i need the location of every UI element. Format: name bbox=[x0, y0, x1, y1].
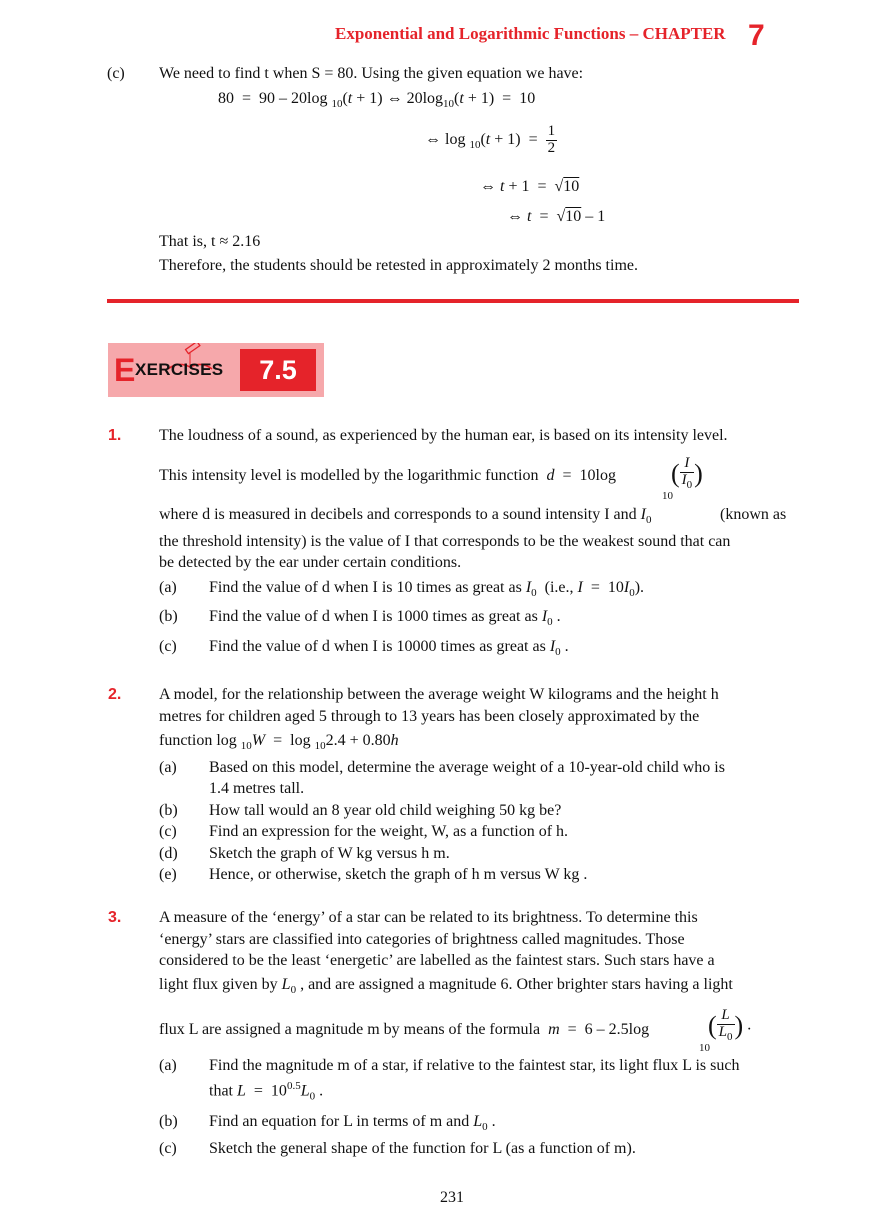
equation-line-2: ⇔ log $_{10}$(t + 1) = $\frac{1}{2}$ bbox=[425, 123, 556, 156]
q2-part-a-cont: 1.4 metres tall. bbox=[209, 780, 305, 797]
q2-part-c-label: (c) bbox=[159, 823, 177, 840]
q3-part-a: Find the magnitude m of a star, if relative to the faintest star, its light flux L is such bbox=[209, 1057, 740, 1074]
q1-part-c: Find the value of d when I is 10000 times as great as $I_0$ . bbox=[209, 638, 569, 659]
q1-part-a-text: Find the value of d when I is 10 times as great as bbox=[209, 579, 522, 596]
q1-line-3-end: (known as bbox=[720, 506, 787, 523]
running-header bbox=[335, 19, 775, 52]
solution-that-is: That is, t ≈ 2.16 bbox=[159, 233, 261, 250]
q2-part-d-label: (d) bbox=[159, 845, 178, 862]
q3-line-3: considered to be the least ‘energetic’ are labelled as the faintest stars. Such stars have a bbox=[159, 952, 715, 969]
q3-part-c-label: (c) bbox=[159, 1140, 177, 1157]
q2-part-a-label: (a) bbox=[159, 759, 177, 776]
q3-line-4: light flux given by $L_0$ , and are assigned a magnitude 6. Other brighter stars having a light bbox=[159, 976, 733, 997]
q3-part-a-cont-text: that bbox=[209, 1082, 233, 1100]
q1-line-5: be detected by the ear under certain conditions. bbox=[159, 554, 462, 571]
q2-line-1: A model, for the relationship between the average weight W kilograms and the height h bbox=[159, 686, 719, 703]
equation-line-4: ⇔ t = √10 – 1 bbox=[507, 208, 606, 225]
q3-part-b-label: (b) bbox=[159, 1113, 178, 1130]
q3-line-2: ‘energy’ stars are classified into categories of brightness called magnitudes. Those bbox=[159, 931, 685, 948]
q2-part-e-label: (e) bbox=[159, 866, 177, 883]
q2-line-2: metres for children aged 5 through to 13 years has been closely approximated by the bbox=[159, 708, 700, 725]
solution-label: (c) bbox=[107, 65, 125, 82]
q3-line-4a: light flux given by bbox=[159, 976, 278, 993]
q1-line-4: the threshold intensity) is the value of I that corresponds to be the weakest sound that can bbox=[159, 533, 731, 550]
page-number: 231 bbox=[440, 1189, 464, 1206]
equation-line-1: 80 = 90 – 20log $_{10}$(t + 1) ⇔ $20\log_{10}(t + 1) = 10$ bbox=[218, 90, 536, 111]
q1-line-3: where d is measured in decibels and corresponds to a sound intensity I and $I_0$ bbox=[159, 506, 652, 527]
q2-part-a: Based on this model, determine the average weight of a 10-year-old child who is bbox=[209, 759, 725, 776]
q3-part-a-label: (a) bbox=[159, 1057, 177, 1074]
q3-formula: $_{10}$( $\frac{L}{L_0}$ ) . bbox=[699, 1007, 752, 1055]
header-title: Exponential and Logarithmic Functions – CHAPTER bbox=[335, 24, 726, 43]
q1-line-2: This intensity level is modelled by the logarithmic function d = 10log bbox=[159, 467, 616, 484]
q1-part-c-label: (c) bbox=[159, 638, 177, 655]
exercises-banner bbox=[108, 343, 324, 397]
q3-part-b: Find an equation for L in terms of m and $L_0$ . bbox=[209, 1113, 496, 1134]
q1-formula: $_{10}$( $\frac{I}{I_0}$ ) bbox=[662, 455, 703, 503]
q1-part-b-label: (b) bbox=[159, 608, 178, 625]
q1-line-3-text: where d is measured in decibels and corresponds to a sound intensity I and bbox=[159, 506, 637, 523]
q3-line-1: A measure of the ‘energy’ of a star can be related to its brightness. To determine this bbox=[159, 909, 698, 926]
banner-word: XERCISES bbox=[135, 360, 224, 379]
q3-line-4b: , and are assigned a magnitude 6. Other brighter stars having a light bbox=[300, 976, 733, 993]
solution-conclusion: Therefore, the students should be retested in approximately 2 months time. bbox=[159, 257, 638, 274]
chapter-number: 7 bbox=[748, 19, 765, 52]
banner-number: 7.5 bbox=[240, 349, 316, 391]
equation-line-3: ⇔ t + 1 = √10 bbox=[480, 178, 580, 195]
q2-part-b-label: (b) bbox=[159, 802, 178, 819]
question-1-number: 1. bbox=[108, 427, 122, 444]
q1-part-a: Find the value of d when I is 10 times as great as $I_0$ (i.e., $I = 10I_0$). bbox=[209, 579, 645, 600]
q1-line-2-text: This intensity level is modelled by the logarithmic function bbox=[159, 467, 539, 484]
q1-part-b-text: Find the value of d when I is 1000 times as great as bbox=[209, 608, 538, 625]
q3-part-c: Sketch the general shape of the function for L (as a function of m). bbox=[209, 1140, 636, 1157]
question-2-number: 2. bbox=[108, 686, 122, 703]
q2-line-3: function log $_{10}$W = log $_{10}$2.4 + 0.80h bbox=[159, 732, 399, 753]
q1-part-c-text: Find the value of d when I is 10000 times as great as bbox=[209, 638, 546, 655]
q1-part-a-label: (a) bbox=[159, 579, 177, 596]
q3-line-5: flux L are assigned a magnitude m by means of the formula m = 6 – 2.5log bbox=[159, 1021, 650, 1038]
section-divider bbox=[107, 299, 799, 303]
q3-part-a-cont: that $L = 10^{0.5}L_0$ . bbox=[209, 1080, 324, 1103]
q1-line-1: The loudness of a sound, as experienced by the human ear, is based on its intensity level. bbox=[159, 427, 728, 444]
q2-part-b: How tall would an 8 year old child weighing 50 kg be? bbox=[209, 802, 562, 819]
q2-line-3-prefix: function bbox=[159, 732, 213, 749]
solution-intro: We need to find t when S = 80. Using the given equation we have: bbox=[159, 65, 584, 82]
q3-line-5-text: flux L are assigned a magnitude m by means of the formula bbox=[159, 1021, 541, 1038]
q2-part-e: Hence, or otherwise, sketch the graph of h m versus W kg . bbox=[209, 866, 588, 883]
q2-part-d: Sketch the graph of W kg versus h m. bbox=[209, 845, 450, 862]
banner-letter: E bbox=[114, 352, 136, 388]
q2-part-c: Find an expression for the weight, W, as a function of h. bbox=[209, 823, 569, 840]
question-3-number: 3. bbox=[108, 909, 122, 926]
q1-part-b: Find the value of d when I is 1000 times as great as $I_0$ . bbox=[209, 608, 561, 629]
q3-part-b-text: Find an equation for L in terms of m and bbox=[209, 1113, 470, 1130]
